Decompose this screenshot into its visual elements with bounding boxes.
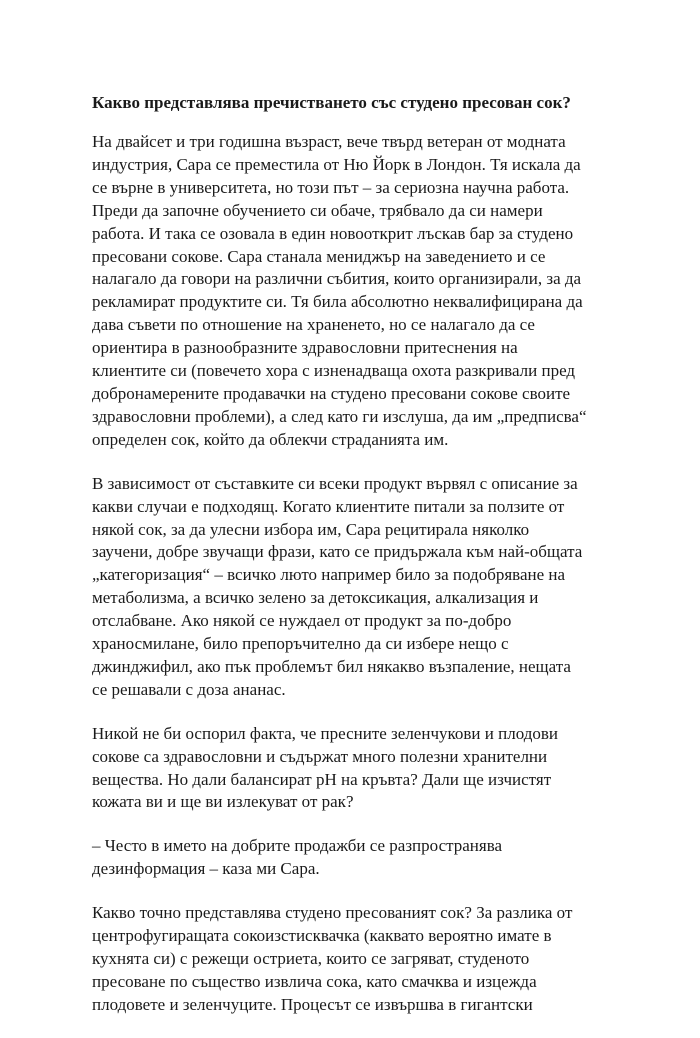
- paragraph: [92, 473, 622, 702]
- text-line: Какво точно представлява студено пресованият сок? За разлика от: [92, 903, 573, 923]
- paragraph: [92, 835, 622, 881]
- text-line: налагало да говори на различни събития, които организирали, за да: [92, 269, 582, 289]
- paragraph: [92, 131, 622, 452]
- document-title: Какво представлява пречистването със студено пресован сок?: [92, 93, 571, 112]
- text-line: здравословни проблеми), а след като ги изслуша, да им „предписва“: [92, 406, 587, 426]
- text-line: заучени, добре звучащи фрази, като се придържала към най-общата: [92, 542, 583, 562]
- text-line: се решавали с доза ананас.: [92, 679, 286, 699]
- text-line: Никой не би оспорил факта, че пресните зеленчукови и плодови: [92, 723, 558, 743]
- text-line: определен сок, който да облекчи страданията им.: [92, 429, 449, 449]
- text-line: дава съвети по отношение на храненето, но се налагало да се: [92, 315, 535, 335]
- text-line: пресовани сокове. Сара станала мениджър на заведението и се: [92, 246, 546, 266]
- text-line: дезинформация – каза ми Сара.: [92, 859, 320, 879]
- text-line: На двайсет и три годишна възраст, вече твърд ветеран от модната: [92, 132, 566, 151]
- text-line: центрофугиращата сокоизстисквачка (каквато вероятно имате в: [92, 926, 552, 946]
- text-line: плодовете и зеленчуците. Процесът се извършва в гигантски: [92, 994, 533, 1014]
- document-page: [92, 92, 622, 1038]
- text-line: В зависимост от съставките си всеки продукт вървял с описание за: [92, 473, 578, 493]
- text-line: се върне в университета, но този път – за сериозна научна работа.: [92, 177, 570, 197]
- text-line: някой сок, за да улесни избора им, Сара рецитирала няколко: [92, 519, 530, 539]
- text-line: клиентите си (повечето хора с изненадваща охота разкривали пред: [92, 361, 576, 381]
- text-line: „категоризация“ – всичко люто например било за подобряване на: [92, 565, 566, 585]
- text-line: отслабване. Ако някой се нуждаел от продукт за по-добро: [92, 611, 512, 631]
- text-line: рекламират продуктите си. Тя била абсолютно неквалифицирана да: [92, 292, 583, 312]
- text-line: индустрия, Сара се преместила от Ню Йорк в Лондон. Тя искала да: [92, 154, 581, 174]
- text-line: работа. И така се озовала в един новооткрит лъскав бар за студено: [92, 223, 574, 243]
- text-line: метаболизма, а всичко зелено за детоксикация, алкализация и: [92, 588, 539, 608]
- text-line: кожата ви и ще ви излекуват от рак?: [92, 792, 354, 812]
- text-line: храносмилане, било препоръчително да си избере нещо с: [92, 634, 509, 654]
- text-line: джинджифил, ако пък проблемът бил някакво възпаление, нещата: [92, 656, 571, 676]
- text-line: какви случаи е подходящ. Когато клиентите питали за ползите от: [92, 496, 565, 516]
- text-line: – Често в името на добрите продажби се разпространява: [92, 836, 503, 856]
- paragraph: [92, 902, 622, 1017]
- text-line: добронамерените продавачки на студено пресовани сокове своите: [92, 383, 571, 403]
- text-line: вещества. Но дали балансират рН на кръвта? Дали ще изчистят: [92, 769, 552, 789]
- text-line: Преди да започне обучението си обаче, трябвало да си намери: [92, 200, 543, 220]
- text-line: сокове са здравословни и съдържат много полезни хранителни: [92, 746, 548, 766]
- document-body: [92, 131, 622, 1017]
- paragraph: [92, 723, 622, 815]
- text-line: кухнята си) с режещи остриета, които се загряват, студеното: [92, 949, 530, 968]
- text-line: ориентира в разнообразните здравословни притеснения на: [92, 338, 518, 358]
- text-line: пресоване по същество извлича сока, като смачква и изцежда: [92, 971, 537, 991]
